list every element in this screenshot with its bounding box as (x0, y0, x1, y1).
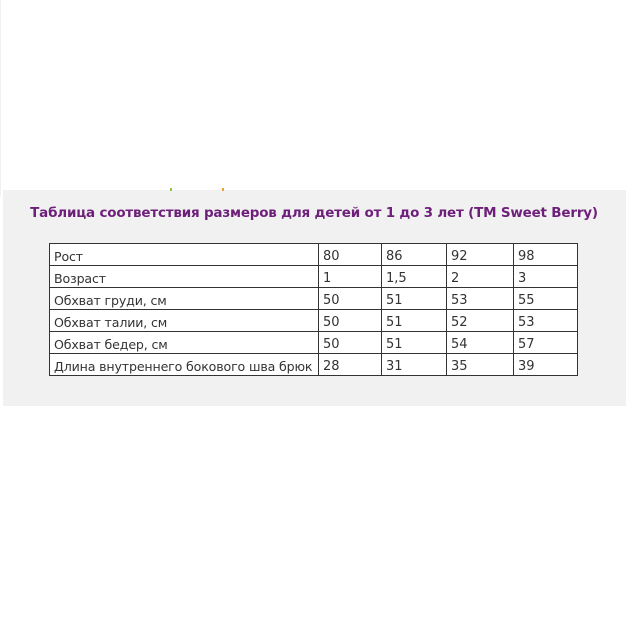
row-label: Возраст (50, 266, 319, 288)
table-cell: 31 (382, 354, 447, 376)
table-cell: 51 (382, 310, 447, 332)
table-cell: 28 (319, 354, 382, 376)
table-cell: 1 (319, 266, 382, 288)
row-label: Обхват талии, см (50, 310, 319, 332)
table-cell: 50 (319, 332, 382, 354)
table-cell: 98 (514, 244, 578, 266)
row-label: Рост (50, 244, 319, 266)
left-divider (0, 0, 1, 196)
table-cell: 2 (447, 266, 514, 288)
row-label: Обхват груди, см (50, 288, 319, 310)
table-cell: 50 (319, 310, 382, 332)
table-row (50, 332, 578, 354)
table-cell: 3 (514, 266, 578, 288)
table-cell: 51 (382, 332, 447, 354)
size-chart-title: Таблица соответствия размеров для детей от 1 до 3 лет (ТМ Sweet Berry) (30, 205, 598, 221)
table-cell: 86 (382, 244, 447, 266)
row-label: Длина внутреннего бокового шва брюк (50, 354, 319, 376)
table-cell: 52 (447, 310, 514, 332)
table-row (50, 266, 578, 288)
table-row (50, 310, 578, 332)
table-cell: 35 (447, 354, 514, 376)
size-table (49, 243, 578, 376)
table-cell: 53 (514, 310, 578, 332)
table-row (50, 354, 578, 376)
table-cell: 92 (447, 244, 514, 266)
table-cell: 39 (514, 354, 578, 376)
table-row (50, 244, 578, 266)
table-cell: 57 (514, 332, 578, 354)
table-row (50, 288, 578, 310)
table-cell: 80 (319, 244, 382, 266)
table-cell: 50 (319, 288, 382, 310)
decorative-mark (170, 188, 172, 191)
table-cell: 51 (382, 288, 447, 310)
row-label: Обхват бедер, см (50, 332, 319, 354)
table-cell: 1,5 (382, 266, 447, 288)
decorative-mark (222, 188, 224, 191)
table-cell: 54 (447, 332, 514, 354)
table-cell: 53 (447, 288, 514, 310)
table-cell: 55 (514, 288, 578, 310)
